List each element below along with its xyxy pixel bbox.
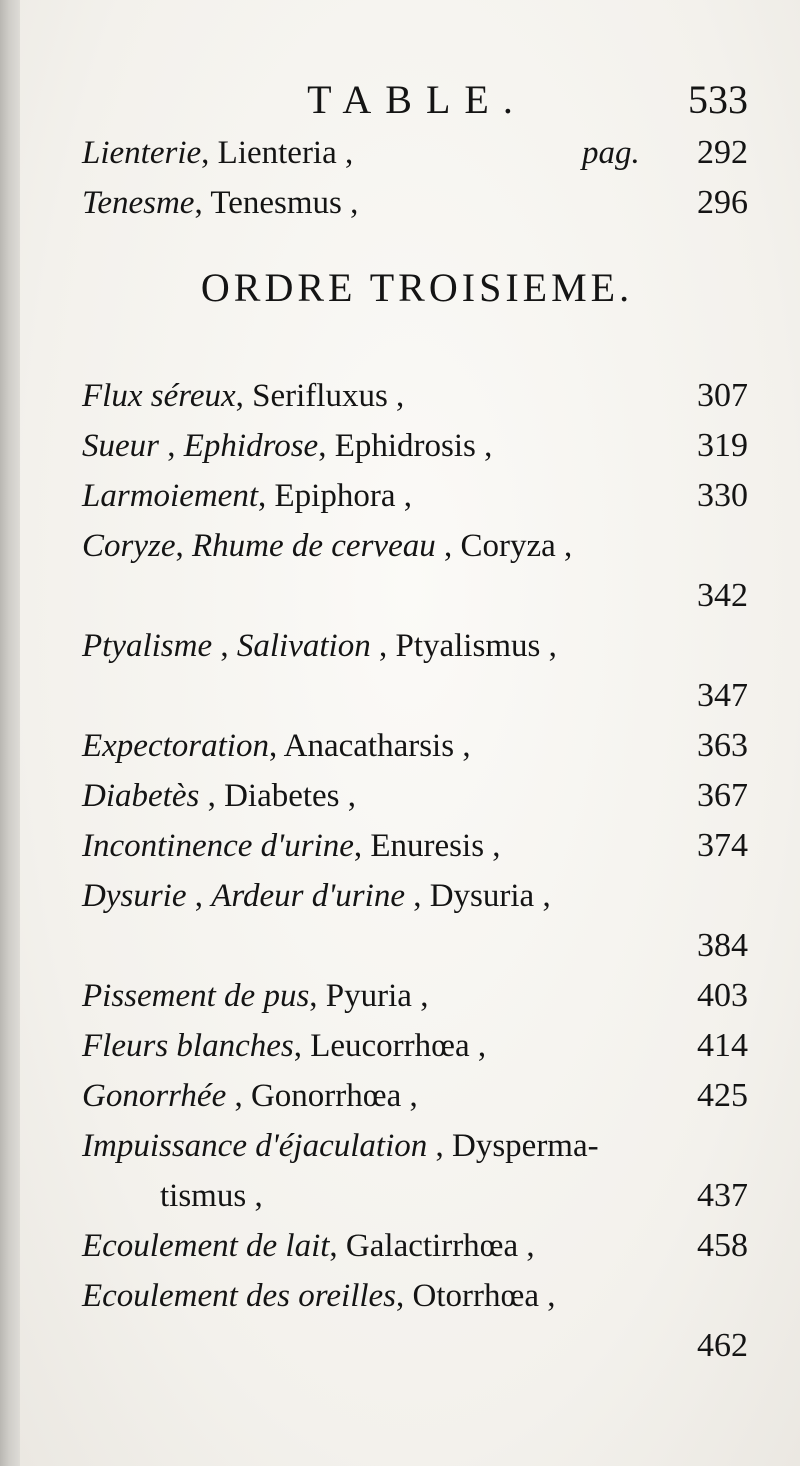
- entry-latin-term: , Otorrhœa ,: [396, 1278, 556, 1314]
- index-entry: [82, 771, 752, 821]
- entry-latin-term: Tenesmus: [210, 185, 342, 221]
- entry-page-number: 319: [697, 427, 748, 464]
- entry-page-number: 307: [697, 377, 748, 414]
- section-title: ORDRE TROISIEME.: [200, 265, 634, 310]
- entry-page-number: 347: [697, 677, 748, 714]
- index-entry: [82, 871, 752, 921]
- entry-french-term: Tenesme: [82, 185, 195, 221]
- entry-page-number: 292: [697, 134, 748, 171]
- index-entry: [82, 371, 752, 421]
- entry-latin-term: , Pyuria ,: [309, 978, 429, 1014]
- entry-latin-term: , Coryza ,: [435, 528, 573, 564]
- page-header: [82, 76, 752, 128]
- entry-latin-term: , Epiphora ,: [258, 478, 412, 514]
- entry-french-term: Dysurie: [82, 878, 187, 914]
- entry-continuation-line: [82, 1171, 752, 1221]
- entry-latin-term: , Gonorrhœa ,: [226, 1078, 418, 1114]
- entry-separator: ,: [201, 135, 218, 171]
- entry-continuation: tismus ,: [160, 1178, 263, 1214]
- entry-french-term: Ptyalisme: [82, 628, 213, 664]
- entry-page-number: 437: [697, 1177, 748, 1214]
- entry-page-number: 374: [697, 827, 748, 864]
- entry-tail: ,: [341, 185, 359, 221]
- index-entry: [82, 1271, 752, 1321]
- index-entry: [82, 421, 752, 471]
- entry-latin-term: , Serifluxus ,: [235, 378, 405, 414]
- entry-latin-term: ,: [175, 528, 192, 564]
- entry-latin-term: , Leucorrhœa ,: [293, 1028, 487, 1064]
- entry-line: [82, 1121, 752, 1171]
- index-entry: [82, 621, 752, 671]
- entry-page-number: 363: [697, 727, 748, 764]
- index-entry: [82, 178, 752, 228]
- entry-page-number: 330: [697, 477, 748, 514]
- entry-french-term: Diabetès: [82, 778, 200, 814]
- entry-french-term: Larmoiement: [82, 478, 258, 514]
- entry-french-term: Salivation: [236, 628, 371, 664]
- index-entry: [82, 1021, 752, 1071]
- page-content: [82, 76, 752, 1371]
- entry-latin-term: , Galactirrhœa ,: [329, 1228, 535, 1264]
- entry-french-term: Incontinence d'urine: [82, 828, 354, 864]
- entry-french-term: Ecoulement de lait: [82, 1228, 330, 1264]
- entry-term: Impuissance d'éjaculation: [82, 1128, 428, 1164]
- book-binding-edge: [0, 0, 20, 1466]
- entry-page-number: 296: [697, 184, 748, 221]
- entry-latin-term: , Dysuria ,: [404, 878, 551, 914]
- index-entry: [82, 521, 752, 571]
- entry-french-term: Ephidrose: [183, 428, 319, 464]
- entry-page-number: 458: [697, 1227, 748, 1264]
- entry-latin-term: ,: [186, 878, 212, 914]
- index-entry: [82, 471, 752, 521]
- pag-abbreviation: pag.: [582, 135, 640, 171]
- entry-french-term: Rhume de cerveau: [192, 528, 436, 564]
- entry-french-term: Gonorrhée: [82, 1078, 227, 1114]
- entry-french-term: Coryze: [82, 528, 176, 564]
- index-entry: [82, 1121, 752, 1221]
- index-entry: [82, 128, 752, 178]
- entry-french-term: Sueur: [82, 428, 159, 464]
- entry-page-number: 462: [697, 1327, 748, 1364]
- entry-latin-term: ,: [212, 628, 237, 664]
- entry-page-number: 425: [697, 1077, 748, 1114]
- entry-french-term: Lienterie: [82, 135, 202, 171]
- entry-page-number: 384: [697, 927, 748, 964]
- entry-french-term: Ecoulement des oreilles: [82, 1278, 397, 1314]
- entry-latin-term: , Diabetes ,: [199, 778, 357, 814]
- index-entry: [82, 721, 752, 771]
- entry-page-number: 342: [697, 577, 748, 614]
- running-head: TABLE.: [307, 77, 527, 122]
- index-entry: [82, 1071, 752, 1121]
- entry-latin-term: Lienteria: [217, 135, 337, 171]
- entry-page-number: 414: [697, 1027, 748, 1064]
- book-page: [20, 0, 800, 1466]
- index-entry: [82, 821, 752, 871]
- entry-term-first-line: , Dysperma-: [427, 1128, 599, 1164]
- entry-separator: ,: [194, 185, 211, 221]
- entry-french-term: Ardeur d'urine: [211, 878, 405, 914]
- entry-french-term: Expectoration: [82, 728, 269, 764]
- index-entry: [82, 1221, 752, 1271]
- index-entry: [82, 971, 752, 1021]
- entry-tail: ,: [336, 135, 354, 171]
- entry-latin-term: , Anacatharsis ,: [268, 728, 471, 764]
- entry-french-term: Pissement de pus: [82, 978, 310, 1014]
- page-number: 533: [688, 77, 748, 122]
- entry-latin-term: , Ptyalismus ,: [370, 628, 557, 664]
- entry-latin-term: , Enuresis ,: [353, 828, 501, 864]
- entry-page-number: 403: [697, 977, 748, 1014]
- entry-latin-term: ,: [159, 428, 184, 464]
- entry-list: [82, 371, 752, 1371]
- entry-page-number: 367: [697, 777, 748, 814]
- entry-french-term: Flux séreux: [82, 378, 236, 414]
- entry-french-term: Fleurs blanches: [82, 1028, 294, 1064]
- entry-latin-term: , Ephidrosis ,: [318, 428, 493, 464]
